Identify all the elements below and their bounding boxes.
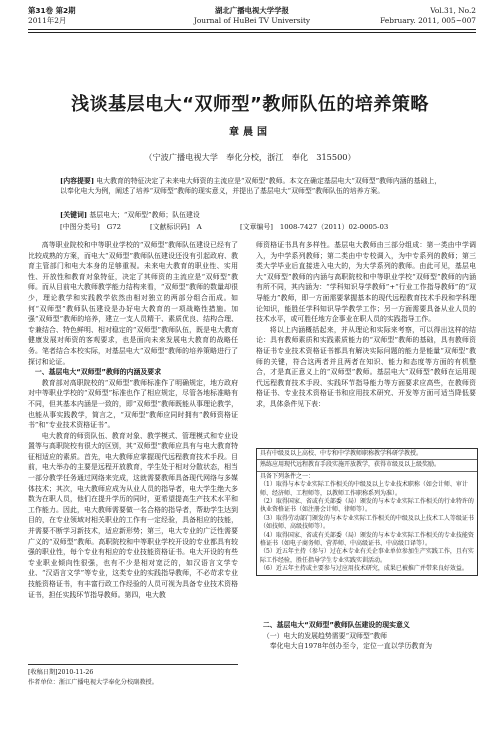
author-name: 章晨国	[229, 127, 271, 138]
subsection-heading: （一）电大的发展趋势需要“双师型”教师	[262, 631, 388, 640]
section-heading-2: 二、基层电大“双师型”教师队伍建设的现实意义	[262, 621, 410, 629]
abstract-label: [内容提要]	[60, 177, 95, 185]
table-cell: （4）取得国家、省或有关部委（局）颁发的与本专业实际工作相关的专业技能资格证书（如电子商务师、营养师、中高级证书、中高级口译等）。	[260, 531, 474, 548]
volume-issue: 第31卷 第2期	[28, 6, 76, 15]
keywords-text: 基层电大；“双师型”教师；队伍建设	[89, 211, 200, 219]
qualification-table	[256, 448, 478, 576]
table-row	[257, 472, 477, 575]
clc-number: [中图分类号] G72	[60, 223, 121, 231]
document-code: [文献标识码] A	[150, 223, 202, 231]
intro-paragraph: 高等职业院校和中等职业学校的“双师型”教师队伍建设已经有了比较成熟的方案，而电大“双师型”教师队伍建设还没有引起政府、教育主管部门和电大本身的足够重视。未来电大教育的职业性、实用性、开放性和教育对象特征，决定了其师资的主流应是“双师型”教师。而从目前电大教师教学能力结构来看，“双师型”教师的数量却很少，理论教学和实践教学依然由相对独立的两部分组合而成。如何“双师型”教师队伍建设是办好电大教育的一项战略性措施。加强“双师型”教师的培养，建立一支人员精干、素质优良、结构合理、专兼结合、特色鲜明、相对稳定的“双师型”教师队伍，既是电大教育健康发展对师资的客观要求，也是面向未来发展电大教育的战略任务。笔者结合本校实际，对基层电大“双师型”教师的培养策略进行了探讨和论证。	[28, 241, 238, 366]
header-right	[380, 6, 476, 26]
section-2	[256, 620, 476, 652]
footnote	[28, 664, 238, 687]
date-pages-en: February. 2011, 005~007	[380, 16, 476, 25]
table-row: 熟练应用现代远程教育手段实施开放教学，获得市级及以上级奖励。	[257, 460, 477, 471]
section1-paragraph-1: 教育部对高职院校的“双师型”教师标准作了明确规定，地方政府对中等职业学校的“双师型”标准也作了相应规定，尽管各地标准略有不同，但其基本内涵是一致的，即“双师型”教师既能从事理论教学，也能从事实践教学，简言之，“双师型”教师应同时拥有“教师资格证书”和“专业技术资格证书”。	[28, 378, 238, 430]
section2-paragraph: 奉化电大自1978年创办至今，定位一直以学历教育为	[269, 642, 433, 651]
table-cell: （1）取得与本专业实际工作相关的中级及以上专业技术职称（如会计师、审计师、经济师、工程师等，以教师工作职称系列为准）。	[260, 481, 468, 497]
keywords	[60, 209, 200, 219]
table-cell: （3）取得劳动部门颁发的与本专业实际工作相关的中级及以上技术工人等级证书（如技师、高级技师等）。	[260, 514, 474, 531]
right-paragraph-2: 将以上内涵概括起来，并从理论和实际来考察，可以得出这样的结论：具有教师素质和实践素质能力的“双师型”教师的基础，具有教师资格证书专业技术资格证书都具有解决实际问题的能力是能量“双师型”教师的关键，符合这两者并且两者在知识、能力和态度等方面的有机整合，才是真正意义上的“双师型”教师。基层电大“双师型”教师在运用现代远程教育技术手段、实践环节指导能力等方面要求应高些，在教师资格证书、专业技术资格证书和应用技术研究、开发等方面可适当降低要求，具体条件见下表：	[256, 325, 476, 408]
abstract	[60, 176, 445, 196]
table-cell: （6）近五年主持或主要参与过应用技术研究，成果已被推广并带来良好效益。	[260, 565, 468, 573]
section-heading-1: 一、基层电大“双师型”教师的内涵及要求	[34, 368, 162, 377]
right-paragraph-1: 师资格证书具有多样性。基层电大教师由三部分组成：第一类由中学调入，为中学系列教师；第二类由中专校调入，为中专系列的教师；第三类大学毕业后直接进入电大的，为大学系列的教师。由此可见，基层电大“双师型”教师的内涵与高职院校和中等职业学校“双师型”教师的内涵有所不同，其内涵为：“学科知识导学教师”+“行业工作指导教师”的“双导能力”教师，即一方面需要掌握基本的现代远程教育技术手段和学科理论知识，能胜任学科知识导学教学工作；另一方面需要具备从业人员的技术水平，或可胜任地方企事业在职人员的实践指导工作。	[256, 241, 476, 324]
article-title: 浅谈基层电大“双师型”教师队伍的培养策略	[71, 94, 429, 115]
right-column	[256, 240, 476, 410]
author-affiliation: （宁波广播电视大学 奉化分校，浙江 奉化 315500）	[144, 152, 356, 162]
volume-issue-en: Vol.31, No.2	[430, 6, 476, 15]
publication-date-cn: 2011年2月	[28, 16, 67, 25]
table-cell: （2）取得国家、省或有关部委（局）颁发的与本专业实际工作相关的行业特许的执业资格证书（如注册会计师、律师等）。	[260, 498, 474, 514]
left-column	[28, 240, 238, 600]
abstract-text: 电大教育的特征决定了未来电大师资的主流应是“双师型”教师。本文在确定基层电大“双师型”教师内涵的基础上，以奉化电大为例，阐述了培养“双师型”教师的现实意义，并提出了基层电大“双师型”教师队伍的培养方案。	[60, 177, 442, 196]
keywords-label: [关键词]	[60, 211, 88, 219]
table-row: 具有中级及以上高校、中专和中学教师职称教学科研学教授。	[257, 449, 477, 460]
running-header	[28, 6, 476, 28]
article-id: [文章编号] 1008-7427（2011）02-0005-03	[240, 223, 389, 231]
header-rule-thin	[28, 32, 476, 33]
journal-name-cn: 湖北广播电视大学学报	[215, 6, 289, 15]
table-cell: 具备下列条件之一：	[260, 472, 315, 480]
table-cell: （5）近五年主持（参与）过在本专业有关企事业单位参加生产实践工作，且有实际工作经验，胜任指导学生专业实践实训活动。	[260, 548, 474, 564]
author-info: 作者单位：浙江广播电视大学奉化分校副教授。	[28, 678, 158, 686]
header-rule-thick	[28, 29, 476, 30]
received-date: [收稿日期]2010-11-26	[28, 669, 94, 676]
journal-name-en: Journal of HuBei TV University	[193, 16, 311, 25]
section1-paragraph-2: 电大教育的师资队伍、教育对象、教学模式、管理模式和专业设置等与高职院校有很大的区别，其“双师型”教师应具有与电大教育特征相适应的素质。首先，电大教师应掌握现代远程教育技术手段。目前，电大举办的主要是远程开放教育，学生处于相对分散状态，相当一部分教学任务通过网络来完成，这就需要教师具备现代网络与多媒体技术；其次，电大教师应成为从业人员的指导者，电大学生绝大多数为在职人员，他们在提升学历的同时，更希望提高生产技术水平和工作能力。因此，电大教师需要做一名合格的指导者，帮助学生达到目的，在专业领域对相关职业的工作有一定经验，具备相应的技能，并需要不断学习新技术，适应新形势；第三，电大专业的广泛性需要广义的“双师型”教师。高职院校和中等职业学校开设的专业都具有较强的职业性，每个专业有相应的专业技能资格证书。电大开设的有些专业职业倾向性很强，也有不少是相对宽泛的，如汉语言文学专业、“汉语言文学”等专业，这类专业的实践指导教师，不必苛求专业技能资格证书，有丰富行政工作经验的人员可视为具备专业技术资格证书，担任实践环节指导教师。第四，电大教	[28, 431, 238, 599]
